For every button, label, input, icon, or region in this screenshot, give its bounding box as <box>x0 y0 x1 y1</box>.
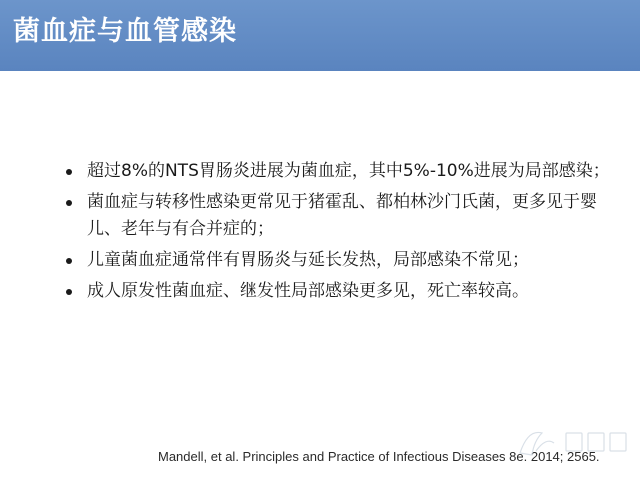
bullet-text: 菌血症与转移性感染更常见于猪霍乱、都柏林沙门氏菌，更多见于婴儿、老年与有合并症的； <box>87 192 597 239</box>
bullet-text: 成人原发性菌血症、继发性局部感染更多见，死亡率较高。 <box>87 281 529 301</box>
bullet-item <box>66 189 618 243</box>
bullet-item <box>66 278 618 305</box>
bullet-item <box>66 247 618 274</box>
bullet-text: 儿童菌血症通常伴有胃肠炎与延长发热，局部感染不常见； <box>87 250 529 270</box>
bullet-dot-icon <box>66 289 72 295</box>
bullet-dot-icon <box>66 169 72 175</box>
slide-title: 菌血症与血管感染 <box>13 16 237 47</box>
title-bar <box>0 0 640 71</box>
bullet-item <box>66 158 618 185</box>
bullet-dot-icon <box>66 258 72 264</box>
bullet-dot-icon <box>66 200 72 206</box>
citation: Mandell, et al. Principles and Practice of Infectious Diseases 8e. 2014; 2565. <box>158 449 600 464</box>
bullet-list <box>66 158 618 309</box>
bullet-text: 超过8%的NTS胃肠炎进展为菌血症，其中5%-10%进展为局部感染； <box>87 161 610 181</box>
logo-watermark-icon <box>512 423 632 463</box>
